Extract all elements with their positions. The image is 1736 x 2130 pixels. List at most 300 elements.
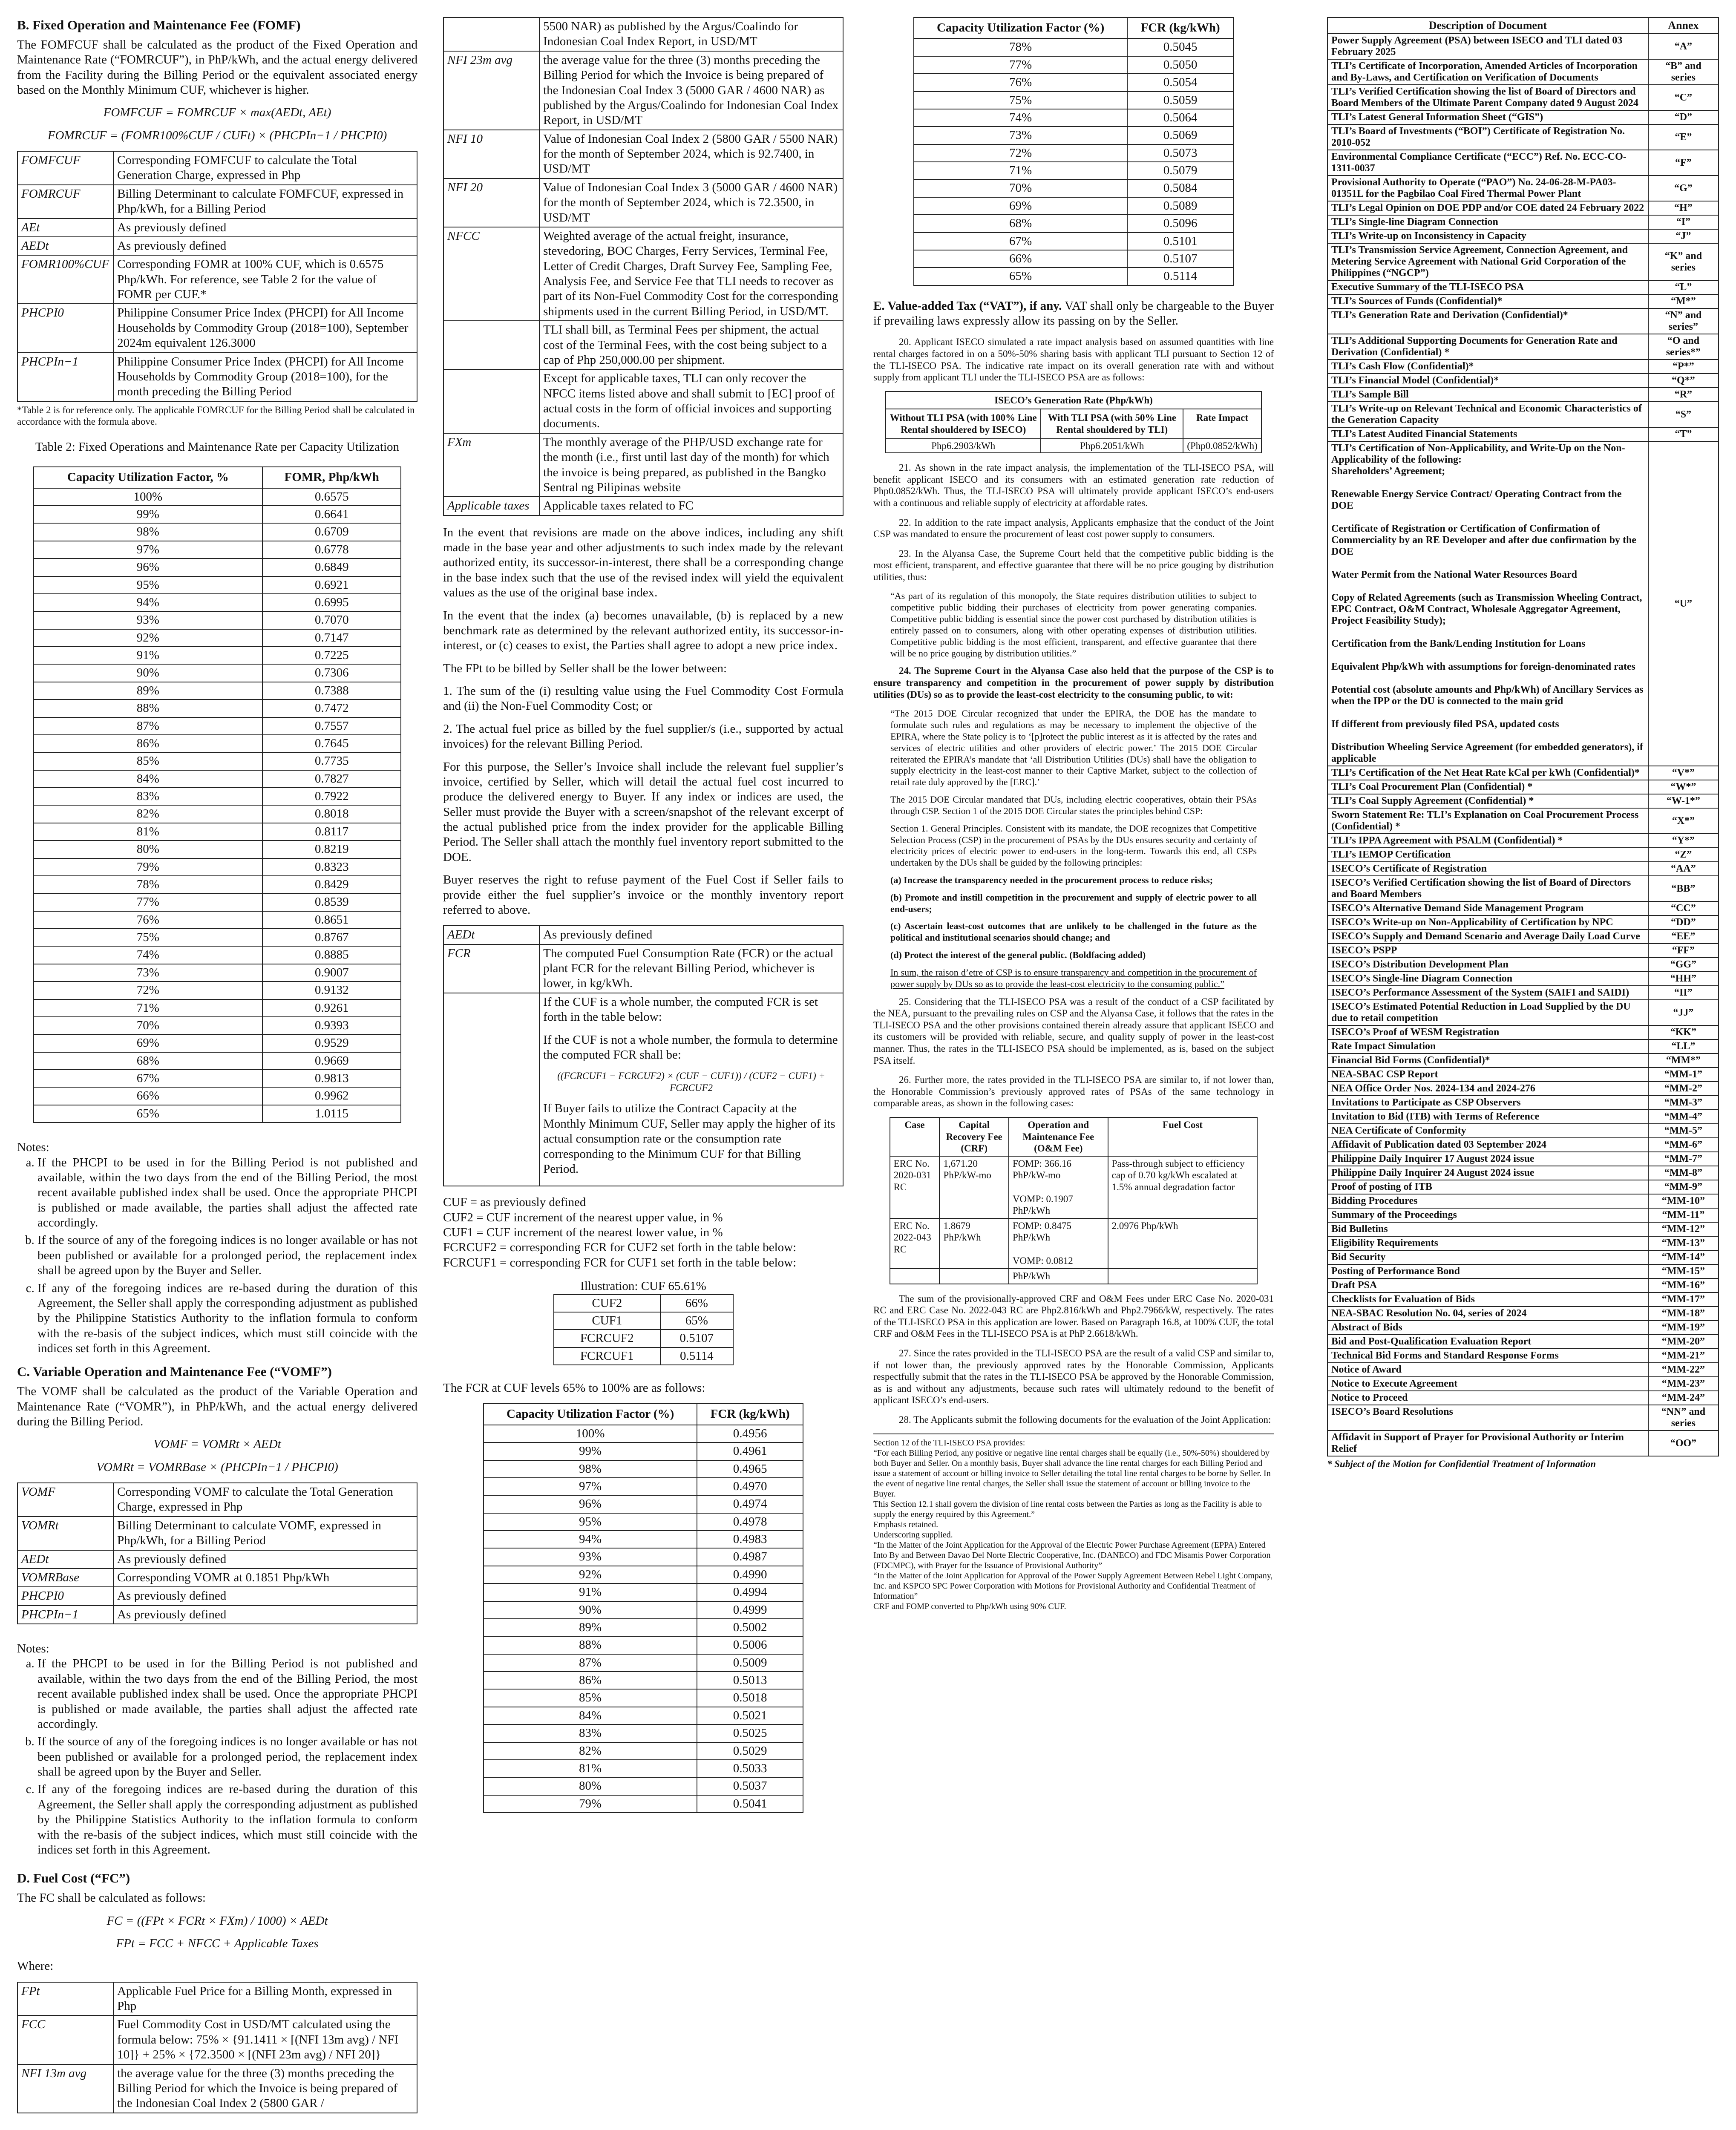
table-row <box>484 1548 803 1566</box>
generation-rate-title: ISECO’s Generation Rate (Php/kWh) <box>886 391 1261 409</box>
paragraph-seller-invoice: For this purpose, the Seller’s Invoice shall include the relevant fuel supplier’s invoice, certified by Seller, which will detail the actual fuel cost incurred to produce the delivered energy to Buyer. If any index or indices are used, the Seller must provide the Buyer with a screen/snapshot of the relevant excerpt of the actual published price from the index provider for the applicable Billing Period. The Seller shall attach the monthly fuel inventory report submitted to the DOE. <box>443 760 844 864</box>
fcr-definition-box <box>443 925 844 1186</box>
table-row <box>34 576 401 594</box>
table-row <box>890 1218 1258 1269</box>
definition-row <box>443 130 843 178</box>
annex-description: TLI’s Financial Model (Confidential)* <box>1327 374 1648 388</box>
illustration-table <box>553 1294 734 1366</box>
annex-description: Bidding Procedures <box>1327 1194 1648 1208</box>
table-cell: 65% <box>914 268 1127 285</box>
definition-term: AEt <box>17 219 113 237</box>
annex-description: Financial Bid Forms (Confidential)* <box>1327 1053 1648 1068</box>
annex-label: “M*” <box>1648 294 1719 308</box>
annex-row <box>1327 201 1719 215</box>
table-row <box>484 1619 803 1636</box>
definition-term: NFI 20 <box>443 178 539 227</box>
vomf-definitions-table <box>17 1482 417 1624</box>
annex-row <box>1327 876 1719 901</box>
annex-row <box>1327 1236 1719 1250</box>
table-header-cell: Case <box>890 1117 940 1156</box>
quote-principle: (a) Increase the transparency needed in the procurement process to reduce risks; <box>890 874 1213 885</box>
table-cell: 83% <box>34 788 262 805</box>
table-cell: 0.5059 <box>1127 92 1233 109</box>
table-cell: 0.5041 <box>697 1795 803 1813</box>
cuf-definition: FCRCUF2 = corresponding FCR for CUF2 set forth in the table below: <box>443 1241 797 1255</box>
table-row <box>484 1760 803 1777</box>
definition-text: As previously defined <box>113 237 417 255</box>
annex-label: “JJ” <box>1648 1000 1719 1025</box>
vomf-intro: The VOMF shall be calculated as the product of the Variable Operation and Maintenance Rate (“VOMR”), in PhP/kWh, and the actual energy delivered during the Billing Period. <box>17 1384 417 1428</box>
annex-label: “MM-23” <box>1648 1377 1719 1391</box>
table-row <box>34 893 401 911</box>
table-cell: 0.5037 <box>697 1777 803 1795</box>
quote-alyansa-4: Section 1. General Principles. Consistent with its mandate, the DOE recognizes that Competitive Selection Process (CSP) in the procurement of PSAs by the DUs ensures security and certainty of electricity prices of electric power to end-users in the long-term. Towards this end, all CSPs undertaken by the DUs shall be guided by the following principles: <box>890 823 1257 868</box>
table-cell: 0.5096 <box>1127 215 1233 232</box>
paragraph-buyer-reserves: Buyer reserves the right to refuse payment of the Fuel Cost if Seller fails to provide either the fuel supplier’s invoice or the monthly inventory report referred to above. <box>443 873 844 917</box>
generation-rate-table <box>885 391 1262 453</box>
annex-description: Provisional Authority to Operate (“PAO”) No. 24-06-28-M-PA03-01351L for the Pagbilao Coal Fired Thermal Power Plant <box>1327 176 1648 201</box>
table-cell: 0.8651 <box>262 911 401 929</box>
footnote-text: This Section 12.1 shall govern the division of line rental costs between the Parties as long as the Facility is able to supply the energy required by this Agreement.” <box>873 1499 1262 1519</box>
table-cell: 1.8679 PhP/kWh <box>939 1218 1008 1269</box>
annex-label: “MM-13” <box>1648 1236 1719 1250</box>
annex-description: TLI’s IEMOP Certification <box>1327 848 1648 862</box>
table-cell: 0.7147 <box>262 629 401 647</box>
annex-row <box>1327 834 1719 848</box>
table-cell: 84% <box>484 1707 697 1724</box>
table-header-row <box>890 1117 1258 1156</box>
annex-row <box>1327 124 1719 150</box>
annex-label: “C” <box>1648 85 1719 110</box>
definition-row <box>443 17 843 51</box>
annex-row <box>1327 1096 1719 1110</box>
section-heading-fc: D. Fuel Cost (“FC”) <box>17 1871 130 1886</box>
annex-description: TLI’s IPPA Agreement with PSALM (Confidential) * <box>1327 834 1648 848</box>
annex-row <box>1327 1264 1719 1278</box>
definition-term: FOMRCUF <box>17 185 113 219</box>
annex-row <box>1327 986 1719 1000</box>
paragraph-28: 28. The Applicants submit the following documents for the evaluation of the Joint Application: <box>899 1414 1271 1425</box>
definition-text: TLI shall bill, as Terminal Fees per shipment, the actual cost of the Terminal Fees, with the cost being subject to a cap of Php 250,000.00 per shipment. <box>539 321 843 369</box>
definition-text: The monthly average of the PHP/USD exchange rate for the month (i.e., first until last day of the month) for which the invoice is being prepared, as published in the Bangko Sentral ng Pilipinas website <box>539 433 843 497</box>
annex-description: Notice to Execute Agreement <box>1327 1377 1648 1391</box>
annex-label: “D” <box>1648 110 1719 124</box>
annex-description: ISECO’s Distribution Development Plan <box>1327 958 1648 972</box>
table-cell: 68% <box>34 1052 262 1070</box>
table-row <box>484 1654 803 1672</box>
table-cell: 77% <box>34 893 262 911</box>
annex-label: “B” and series <box>1648 59 1719 85</box>
table-row <box>34 1070 401 1087</box>
annex-description: ISECO’s PSPP <box>1327 944 1648 958</box>
table-cell: 0.4983 <box>697 1531 803 1548</box>
vomf-formula: VOMF = VOMRt × AEDt <box>153 1437 281 1451</box>
table-cell: 90% <box>484 1601 697 1619</box>
annex-row <box>1327 808 1719 834</box>
table-cell: 1.0115 <box>262 1105 401 1123</box>
table-cell: 65% <box>34 1105 262 1123</box>
table-row <box>554 1312 733 1330</box>
table-cell <box>890 1269 940 1284</box>
annex-row <box>1327 1278 1719 1292</box>
paragraph-25: 25. Considering that the TLI-ISECO PSA was a result of the conduct of a CSP facilitated by the NEA, pursuant to the prevailing rules on CSP and the Alyansa Case, it follows that the rates in the TLI-ISECO PSA and the other provisions contained therein already assure that applicant ISECO and its customers will be provided with reliable, secure, and quality supply of power in the least-cost manner. Thus, the rates in the TLI-ISECO PSA should be implemented, as is, based on the subject PSA itself. <box>873 996 1274 1066</box>
annex-label: “DD” <box>1648 915 1719 930</box>
table-cell: 66% <box>34 1087 262 1105</box>
definition-row <box>17 2064 417 2113</box>
table-cell: 80% <box>484 1777 697 1795</box>
annex-description: ISECO’s Alternative Demand Side Management Program <box>1327 901 1648 915</box>
annex-description: Checklists for Evaluation of Bids <box>1327 1292 1648 1307</box>
annex-row <box>1327 374 1719 388</box>
notes-label-2: Notes: <box>17 1642 49 1656</box>
table-cell: 100% <box>484 1425 697 1442</box>
table-cell: 76% <box>34 911 262 929</box>
definition-text: Philippine Consumer Price Index (PHCPI) for All Income Households by Commodity Group (2018=100), September 2024m equivalent 126.3000 <box>113 304 417 352</box>
cuf-definition: CUF1 = CUF increment of the nearest lower value, in % <box>443 1226 723 1240</box>
definition-text: Corresponding VOMR at 0.1851 Php/kWh <box>113 1569 417 1587</box>
table-header-cell: Capacity Utilization Factor (%) <box>914 17 1127 38</box>
annex-row <box>1327 1321 1719 1335</box>
table-header-cell: Operation and Maintenance Fee (O&M Fee) <box>1009 1117 1108 1156</box>
table-cell: 69% <box>34 1034 262 1052</box>
table-cell: 0.5107 <box>660 1330 733 1347</box>
table-header-cell: Capacity Utilization Factor, % <box>34 467 262 488</box>
table-row <box>914 109 1233 127</box>
table-cell: 0.5029 <box>697 1742 803 1760</box>
table-cell: 0.7827 <box>262 770 401 788</box>
definition-term: NFCC <box>443 227 539 321</box>
annex-row <box>1327 176 1719 201</box>
table-row <box>484 1566 803 1583</box>
table-cell: 0.7388 <box>262 682 401 699</box>
annex-description: ISECO’s Proof of WESM Registration <box>1327 1025 1648 1039</box>
table-cell: 0.7922 <box>262 788 401 805</box>
table-cell: 92% <box>34 629 262 647</box>
quote-alyansa-1: “As part of its regulation of this monopoly, the State requires distribution utilities to subject to competitive public bidding their purchases of electricity from power generating companies. Competitive public bidding is essential since the power cost purchased by distribution utilities is entirely passed on to consumers, along with other operating expenses of distribution utilities. Competitive public bidding is the most efficient, transparent, and effective guarantee that there will be no price gouging by distribution utilities.” <box>890 590 1257 659</box>
annex-row <box>1327 243 1719 280</box>
annex-description: TLI’s Coal Procurement Plan (Confidential) * <box>1327 780 1648 794</box>
definition-row <box>17 304 417 352</box>
annex-description: Bid and Post-Qualification Evaluation Report <box>1327 1335 1648 1349</box>
table-row <box>484 1495 803 1513</box>
table-row <box>34 982 401 999</box>
fp-formula: FPt = FCC + NFCC + Applicable Taxes <box>116 1936 319 1950</box>
table-row <box>484 1777 803 1795</box>
annex-row <box>1327 1222 1719 1236</box>
table-cell: 66% <box>914 250 1127 268</box>
annex-label: “S” <box>1648 402 1719 427</box>
annex-label: “A” <box>1648 34 1719 59</box>
gen-with-value: Php6.2051/kWh <box>1041 439 1183 453</box>
annex-label: “MM-6” <box>1648 1138 1719 1152</box>
annex-row <box>1327 360 1719 374</box>
annex-description: Bid Security <box>1327 1250 1648 1264</box>
definition-term: AEDt <box>17 1550 113 1569</box>
table-cell: 87% <box>34 717 262 735</box>
table-cell: 96% <box>34 558 262 576</box>
annex-label: “R” <box>1648 388 1719 402</box>
table-cell: 0.4974 <box>697 1495 803 1513</box>
annex-description: TLI’s Coal Supply Agreement (Confidential) * <box>1327 794 1648 808</box>
annex-label: “MM-19” <box>1648 1321 1719 1335</box>
annex-label: “MM-21” <box>1648 1349 1719 1363</box>
annex-row <box>1327 848 1719 862</box>
table-cell: 0.7557 <box>262 717 401 735</box>
annex-description: Philippine Daily Inquirer 24 August 2024 issue <box>1327 1166 1648 1180</box>
annex-row <box>1327 1292 1719 1307</box>
annex-row <box>1327 794 1719 808</box>
quote-principle: (d) Protect the interest of the general public. (Boldfacing added) <box>890 950 1146 961</box>
fc-formula: FC = ((FPt × FCRt × FXm) / 1000) × AEDt <box>107 1914 328 1928</box>
annex-row <box>1327 972 1719 986</box>
annex-label: “F” <box>1648 150 1719 176</box>
annex-description: ISECO’s Estimated Potential Reduction in Load Supplied by the DU due to retail competition <box>1327 1000 1648 1025</box>
annex-label: “MM-16” <box>1648 1278 1719 1292</box>
table-row <box>34 876 401 893</box>
fcr-minimum-cuf-text: If Buyer fails to utilize the Contract Capacity at the Monthly Minimum CUF, Seller may apply the higher of its actual consumption rate or the consumption rate corresponding to the Minimum CUF for that Billing Period. <box>543 1102 835 1176</box>
table-row <box>34 541 401 558</box>
annex-head-description: Description of Document <box>1327 17 1648 34</box>
table-cell: 0.4987 <box>697 1548 803 1566</box>
annex-label: “II” <box>1648 986 1719 1000</box>
annex-description: TLI’s Latest Audited Financial Statements <box>1327 427 1648 441</box>
section-heading-fomf: B. Fixed Operation and Maintenance Fee (FOMF) <box>17 17 301 32</box>
table-cell: 68% <box>914 215 1127 232</box>
table-cell: 0.5018 <box>697 1689 803 1707</box>
page-column-4 <box>1327 17 1719 2130</box>
definition-term: VOMF <box>17 1483 113 1517</box>
annex-label: “FF” <box>1648 944 1719 958</box>
table2-caption: Table 2: Fixed Operations and Maintenance Rate per Capacity Utilization <box>35 440 399 454</box>
note-item: b. If the source of any of the foregoing indices is no longer available or has not been published or available for a prolonged period, the replacement index shall be agreed upon by the Buyer and Seller. <box>37 1734 417 1779</box>
table-cell: 0.8885 <box>262 946 401 964</box>
table-row <box>914 56 1233 74</box>
table-row <box>914 38 1233 56</box>
table-row <box>890 1269 1258 1284</box>
fcr-table-intro: The FCR at CUF levels 65% to 100% are as follows: <box>443 1381 705 1395</box>
annex-row <box>1327 59 1719 85</box>
definition-row <box>17 219 417 237</box>
illustration-caption: Illustration: CUF 65.61% <box>580 1279 706 1293</box>
annex-row <box>1327 1391 1719 1405</box>
table-cell: PhP/kWh <box>1009 1269 1108 1284</box>
annex-row <box>1327 1025 1719 1039</box>
definition-row <box>17 151 417 185</box>
definition-text: Corresponding FOMR at 100% CUF, which is 0.6575 Php/kWh. For reference, see Table 2 for the value of FOMR per CUF.* <box>113 255 417 304</box>
table-cell: 89% <box>34 682 262 699</box>
definition-text: As previously defined <box>539 926 843 944</box>
footnote-text: Section 12 of the TLI-ISECO PSA provides: <box>873 1438 1025 1448</box>
vat-text: VAT shall only be chargeable to the Buyer if prevailing laws expressly allow its passing on by the Seller. <box>873 299 1274 328</box>
table-cell: 0.8018 <box>262 805 401 823</box>
annex-row <box>1327 958 1719 972</box>
table-row <box>914 197 1233 215</box>
annex-label: “LL” <box>1648 1039 1719 1053</box>
definition-text: Billing Determinant to calculate VOMF, expressed in Php/kWh, for a Billing Period <box>113 1517 417 1550</box>
table-row <box>34 752 401 770</box>
definition-text: Value of Indonesian Coal Index 3 (5000 GAR / 4600 NAR) for the month of September 2024, which is 72.3500, in USD/MT <box>539 178 843 227</box>
definition-row <box>17 1569 417 1587</box>
annex-description: TLI’s Transmission Service Agreement, Connection Agreement, and Metering Service Agreement with National Grid Corporation of the Philippines (“NGCP”) <box>1327 243 1648 280</box>
fomf-formula: FOMFCUF = FOMRCUF × max(AEDt, AEt) <box>103 106 331 120</box>
annex-label: “MM-8” <box>1648 1166 1719 1180</box>
table-cell: 71% <box>914 162 1127 179</box>
definition-term <box>443 17 539 51</box>
annex-description: Draft PSA <box>1327 1278 1648 1292</box>
paragraph-index-unavailable: In the event that the index (a) becomes unavailable, (b) is replaced by a new benchmark rate as determined by the relevant authorized entity, its successor-in-interest, or (c) ceases to exist, the Parties shall agree to adopt a new price index. <box>443 608 844 653</box>
annex-description: Philippine Daily Inquirer 17 August 2024 issue <box>1327 1152 1648 1166</box>
note-item: c. If any of the foregoing indices are re-based during the duration of this Agreement, the Seller shall apply the corresponding adjustment as published by the Philippine Statistics Authority to the inflation formula to conform with the re-basis of the subject indices, which must still coincide with the indices set forth in this Agreement. <box>37 1281 417 1356</box>
table-row <box>34 1017 401 1034</box>
annex-description: Executive Summary of the TLI-ISECO PSA <box>1327 280 1648 294</box>
definition-term: NFI 23m avg <box>443 51 539 130</box>
table-cell: 0.6995 <box>262 594 401 611</box>
cuf-definition: CUF = as previously defined <box>443 1195 586 1209</box>
fcr-whole-number-text: If the CUF is a whole number, the computed FCR is set forth in the table below: <box>543 995 818 1024</box>
definition-term: FOMFCUF <box>17 151 113 185</box>
annex-label: “MM-2” <box>1648 1082 1719 1096</box>
definition-text: Philippine Consumer Price Index (PHCPI) for All Income Households by Commodity Group (2018=100), for the month preceding the Billing Period <box>113 353 417 401</box>
table-row <box>34 523 401 541</box>
fc-definitions-table <box>17 1982 417 2113</box>
table2-note: *Table 2 is for reference only. The applicable FOMRCUF for the Billing Period shall be calculated in accordance with the formula above. <box>17 404 415 427</box>
table-cell: 82% <box>34 805 262 823</box>
table-cell: 95% <box>34 576 262 594</box>
annex-label: “MM-18” <box>1648 1307 1719 1321</box>
annex-row <box>1327 915 1719 930</box>
definition-term: AEDt <box>17 237 113 255</box>
table-header-row <box>484 1404 803 1425</box>
annex-description: Notice to Proceed <box>1327 1391 1648 1405</box>
annex-row <box>1327 1110 1719 1124</box>
annex-label: “P*” <box>1648 360 1719 374</box>
annex-description: TLI’s Certification of the Net Heat Rate kCal per kWh (Confidential)* <box>1327 766 1648 780</box>
annex-label: “MM-10” <box>1648 1194 1719 1208</box>
fcr-interpolation-formula: ((FCRCUF1 − FCRCUF2) × (CUF − CUF1)) / (CUF2 − CUF1) + FCRCUF2 <box>557 1071 825 1093</box>
table-cell: 99% <box>34 506 262 523</box>
table-cell: CUF1 <box>554 1312 661 1330</box>
table-cell: 0.8117 <box>262 823 401 840</box>
annex-row <box>1327 780 1719 794</box>
table-cell: CUF2 <box>554 1295 661 1312</box>
table-row <box>34 1034 401 1052</box>
table-row <box>34 840 401 858</box>
table-row <box>34 1105 401 1123</box>
definition-text: As previously defined <box>113 1550 417 1569</box>
table-row <box>484 1795 803 1813</box>
table-cell: 0.9529 <box>262 1034 401 1052</box>
table-cell: 0.4965 <box>697 1460 803 1478</box>
table-cell: 77% <box>914 56 1127 74</box>
table-row <box>34 823 401 840</box>
paragraph-22: 22. In addition to the rate impact analysis, Applicants emphasize that the conduct of the Joint CSP was mandated to ensure the procurement of least cost power supply to consumers. <box>873 517 1274 540</box>
annex-description: TLI’s Certificate of Incorporation, Amended Articles of Incorporation and By-Laws, and Certification on Verification of Documents <box>1327 59 1648 85</box>
table-cell: 69% <box>914 197 1127 215</box>
annex-label: “I” <box>1648 215 1719 229</box>
table-row <box>914 127 1233 144</box>
paragraph-index-revision: In the event that revisions are made on the above indices, including any shift made in the base year and other adjustments to such index made by the relevant authorized entity, its successor-in-interest, there shall be a corresponding change in the base index such that the use of the revised index will yield the equivalent values as the use of the original base index. <box>443 525 844 600</box>
table-row <box>914 215 1233 232</box>
definition-row <box>17 1982 417 2016</box>
table-row <box>484 1672 803 1689</box>
table-cell: 0.6921 <box>262 576 401 594</box>
annex-description: TLI’s Legal Opinion on DOE PDP and/or COE dated 24 February 2022 <box>1327 201 1648 215</box>
annex-row <box>1327 1000 1719 1025</box>
footnote-text: Emphasis retained. <box>873 1520 939 1529</box>
definition-text: Weighted average of the actual freight, insurance, stevedoring, BOC Charges, Ferry Services, Terminal Fee, Letter of Credit Charges, Draft Survey Fee, Sampling Fee, Analysis Fee, and Service Fee that TLI needs to recover as part of its Non-Fuel Commodity Cost for the corresponding shipments used in the current Billing Period, in USD/MT. <box>539 227 843 321</box>
definition-term: PHCPIn−1 <box>17 1606 113 1624</box>
gen-head-impact: Rate Impact <box>1183 409 1261 438</box>
cuf-definition: CUF2 = CUF increment of the nearest upper value, in % <box>443 1210 723 1224</box>
table-cell: 0.8323 <box>262 858 401 876</box>
definition-term: VOMRBase <box>17 1569 113 1587</box>
definition-term: AEDt <box>443 926 539 944</box>
annex-row <box>1327 901 1719 915</box>
annex-label: “EE” <box>1648 930 1719 944</box>
annex-row <box>1327 1208 1719 1222</box>
definition-row <box>443 321 843 369</box>
table-cell: 0.7645 <box>262 735 401 752</box>
definition-text: Applicable taxes related to FC <box>539 497 843 515</box>
footnotes <box>873 1433 1274 1612</box>
annex-label: “X*” <box>1648 808 1719 834</box>
definition-term: PHCPI0 <box>17 1587 113 1605</box>
annex-row <box>1327 1194 1719 1208</box>
annex-row <box>1327 1082 1719 1096</box>
paragraph-20: 20. Applicant ISECO simulated a rate impact analysis based on assumed quantities with line rental charges factored in on a 50%-50% sharing basis with applicant TLI pursuant to Section 12 of the TLI-ISECO PSA. The indicative rate impact on its overall generation rate with and without supply from applicant TLI under the TLI-ISECO PSA are as follows: <box>873 337 1274 383</box>
definition-term: FCR <box>443 944 539 993</box>
table-row <box>484 1636 803 1654</box>
annex-row <box>1327 308 1719 334</box>
table-cell: ERC No. 2020-031 RC <box>890 1156 940 1218</box>
page-column-2 <box>443 17 844 2130</box>
fc-intro: The FC shall be calculated as follows: <box>17 1891 206 1905</box>
annex-label: “MM-20” <box>1648 1335 1719 1349</box>
definition-text: Billing Determinant to calculate FOMFCUF, expressed in Php/kWh, for a Billing Period <box>113 185 417 219</box>
annex-row <box>1327 215 1719 229</box>
table-cell: 0.9007 <box>262 964 401 982</box>
table-cell: 88% <box>34 699 262 717</box>
annex-table <box>1327 17 1719 1456</box>
annex-row <box>1327 229 1719 243</box>
definition-row <box>17 2015 417 2064</box>
definition-row <box>443 51 843 130</box>
table-row <box>34 1052 401 1070</box>
table-cell: 0.5009 <box>697 1654 803 1672</box>
definition-term: FCC <box>17 2015 113 2064</box>
cuf-definitions <box>443 1195 844 1270</box>
table-row <box>484 1689 803 1707</box>
table-cell: 0.8219 <box>262 840 401 858</box>
annex-label: “MM-4” <box>1648 1110 1719 1124</box>
quote-alyansa-3: The 2015 DOE Circular mandated that DUs, including electric cooperatives, obtain their PSAs through CSP. Section 1 of the 2015 DOE Circular states the principles behind CSP: <box>890 794 1257 816</box>
definition-text: the average value for the three (3) months preceding the Billing Period for which the Invoice is being prepared of the Indonesian Coal Index 2 (5800 GAR / <box>113 2064 417 2113</box>
note-item: b. If the source of any of the foregoing indices is no longer available or has not been published or available for a prolonged period, the replacement index shall be agreed upon by the Buyer and Seller. <box>37 1233 417 1278</box>
table-cell: 0.5025 <box>697 1724 803 1742</box>
fomr-formula: FOMRCUF = (FOMR100%CUF / CUFt) × (PHCPIn−1 / PHCPI0) <box>47 128 387 142</box>
table-row <box>34 964 401 982</box>
annex-description: ISECO’s Performance Assessment of the System (SAIFI and SAIDI) <box>1327 986 1648 1000</box>
annex-label: “MM-15” <box>1648 1264 1719 1278</box>
annex-footnote: * Subject of the Motion for Confidential Treatment of Information <box>1327 1459 1596 1469</box>
notes-list-2 <box>17 1656 417 1857</box>
vomr-formula: VOMRt = VOMRBase × (PHCPIn−1 / PHCPI0) <box>96 1460 338 1474</box>
table-row <box>34 629 401 647</box>
table-cell: FOMP: 366.16 PhP/kW-mo VOMP: 0.1907 PhP/kWh <box>1009 1156 1108 1218</box>
fcr-table-continued <box>913 17 1234 286</box>
annex-description: Environmental Compliance Certificate (“ECC”) Ref. No. ECC-CO-1311-0037 <box>1327 150 1648 176</box>
table-cell: FCRCUF2 <box>554 1330 661 1347</box>
